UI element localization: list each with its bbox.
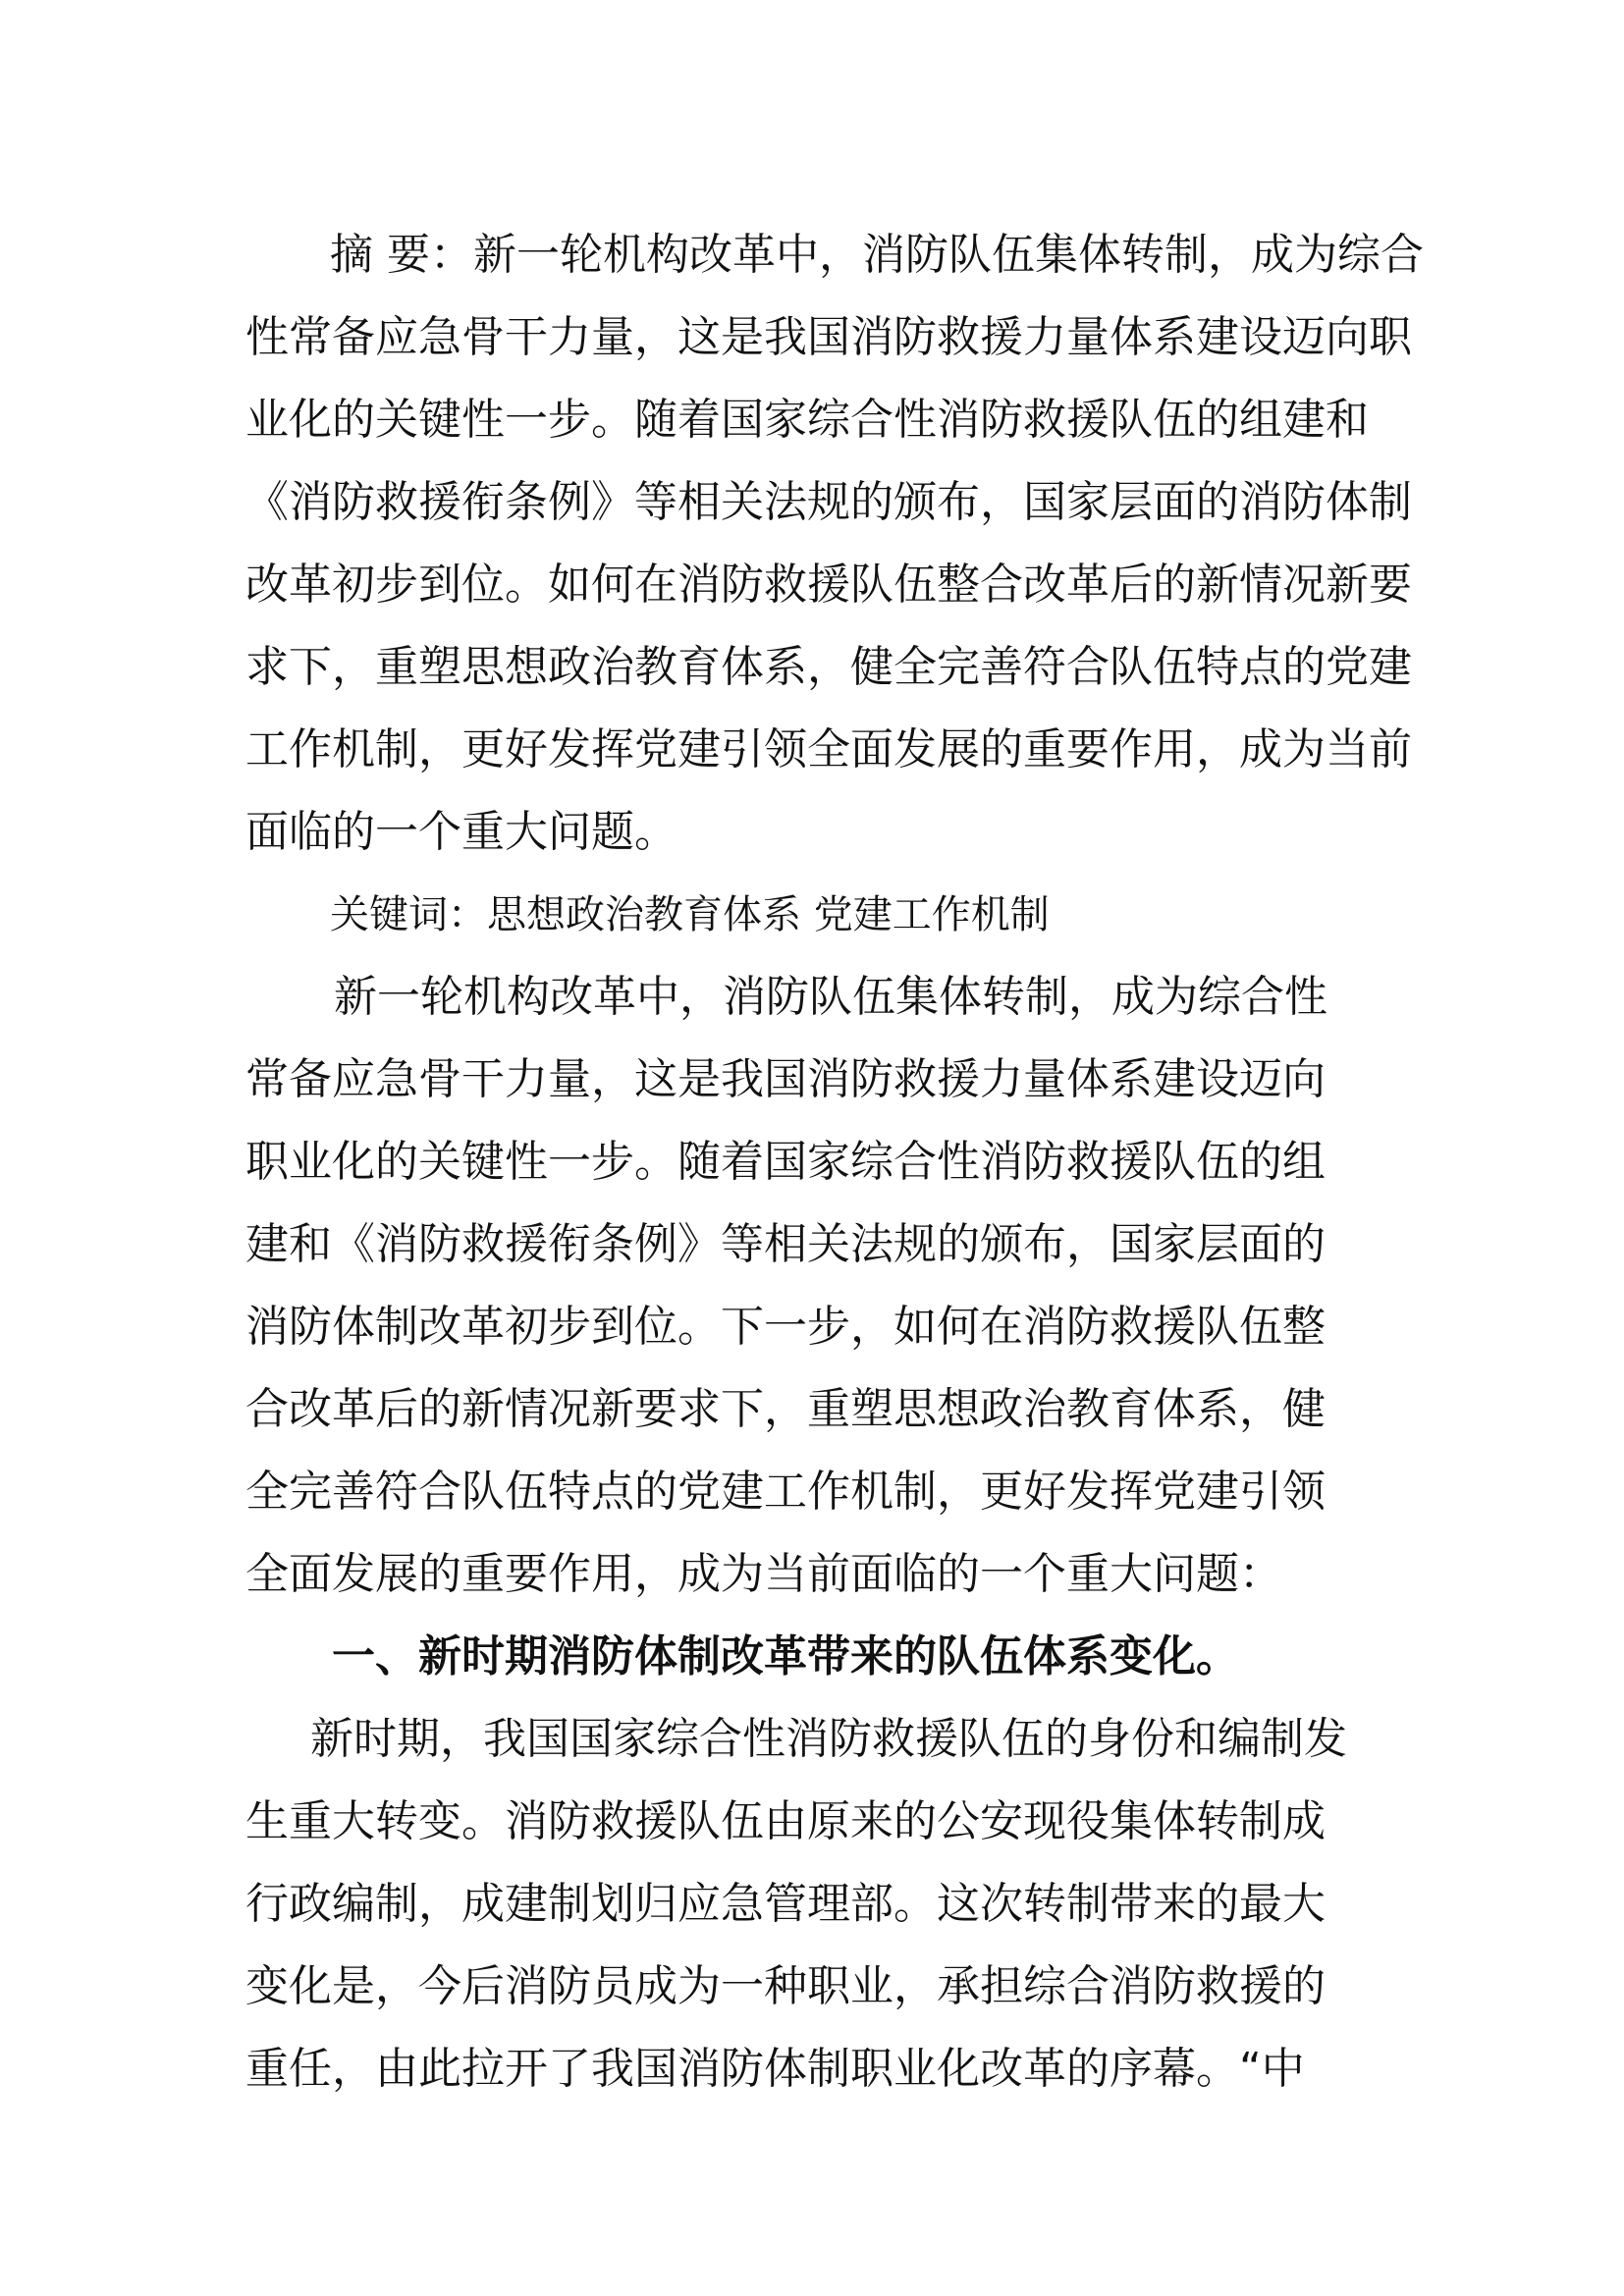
abstract-line: 求下，重塑思想政治教育体系，健全完善符合队伍特点的党建 bbox=[245, 642, 1412, 692]
abstract-line: 业化的关键性一步。随着国家综合性消防救援队伍的组建和 bbox=[245, 395, 1369, 445]
intro-line: 消防体制改革初步到位。下一步，如何在消防救援队伍整 bbox=[245, 1302, 1326, 1352]
keywords-line: 关键词：思想政治教育体系 党建工作机制 bbox=[330, 892, 1050, 937]
section1-line: 重任，由此拉开了我国消防体制职业化改革的序幕。“中 bbox=[245, 2044, 1305, 2094]
intro-line: 建和《消防救援衔条例》等相关法规的颁布，国家层面的 bbox=[245, 1219, 1326, 1269]
abstract-line: 改革初步到位。如何在消防救援队伍整合改革后的新情况新要 bbox=[245, 560, 1412, 610]
intro-line: 全面发展的重要作用，成为当前面临的一个重大问题： bbox=[245, 1549, 1282, 1599]
abstract-line: 摘 要：新一轮机构改革中，消防队伍集体转制，成为综合 bbox=[330, 230, 1424, 280]
intro-line: 职业化的关键性一步。随着国家综合性消防救援队伍的组 bbox=[245, 1137, 1326, 1187]
intro-line: 合改革后的新情况新要求下，重塑思想政治教育体系，健 bbox=[245, 1384, 1326, 1434]
intro-line: 常备应急骨干力量，这是我国消防救援力量体系建设迈向 bbox=[245, 1054, 1326, 1104]
section1-line: 生重大转变。消防救援队伍由原来的公安现役集体转制成 bbox=[245, 1796, 1326, 1846]
section1-line: 新时期，我国国家综合性消防救援队伍的身份和编制发 bbox=[310, 1714, 1347, 1764]
abstract-line: 工作机制，更好发挥党建引领全面发展的重要作用，成为当前 bbox=[245, 724, 1412, 774]
abstract-line: 《消防救援衔条例》等相关法规的颁布，国家层面的消防体制 bbox=[245, 477, 1412, 527]
section-heading: 一、新时期消防体制改革带来的队伍体系变化。 bbox=[332, 1631, 1239, 1682]
intro-line: 全完善符合队伍特点的党建工作机制，更好发挥党建引领 bbox=[245, 1467, 1326, 1517]
section1-line: 行政编制，成建制划归应急管理部。这次转制带来的最大 bbox=[245, 1879, 1326, 1929]
intro-line: 新一轮机构改革中，消防队伍集体转制，成为综合性 bbox=[334, 972, 1327, 1022]
abstract-line: 性常备应急骨干力量，这是我国消防救援力量体系建设迈向职 bbox=[245, 312, 1412, 362]
section1-line: 变化是，今后消防员成为一种职业，承担综合消防救援的 bbox=[245, 1961, 1326, 2011]
abstract-line: 面临的一个重大问题。 bbox=[245, 807, 677, 857]
